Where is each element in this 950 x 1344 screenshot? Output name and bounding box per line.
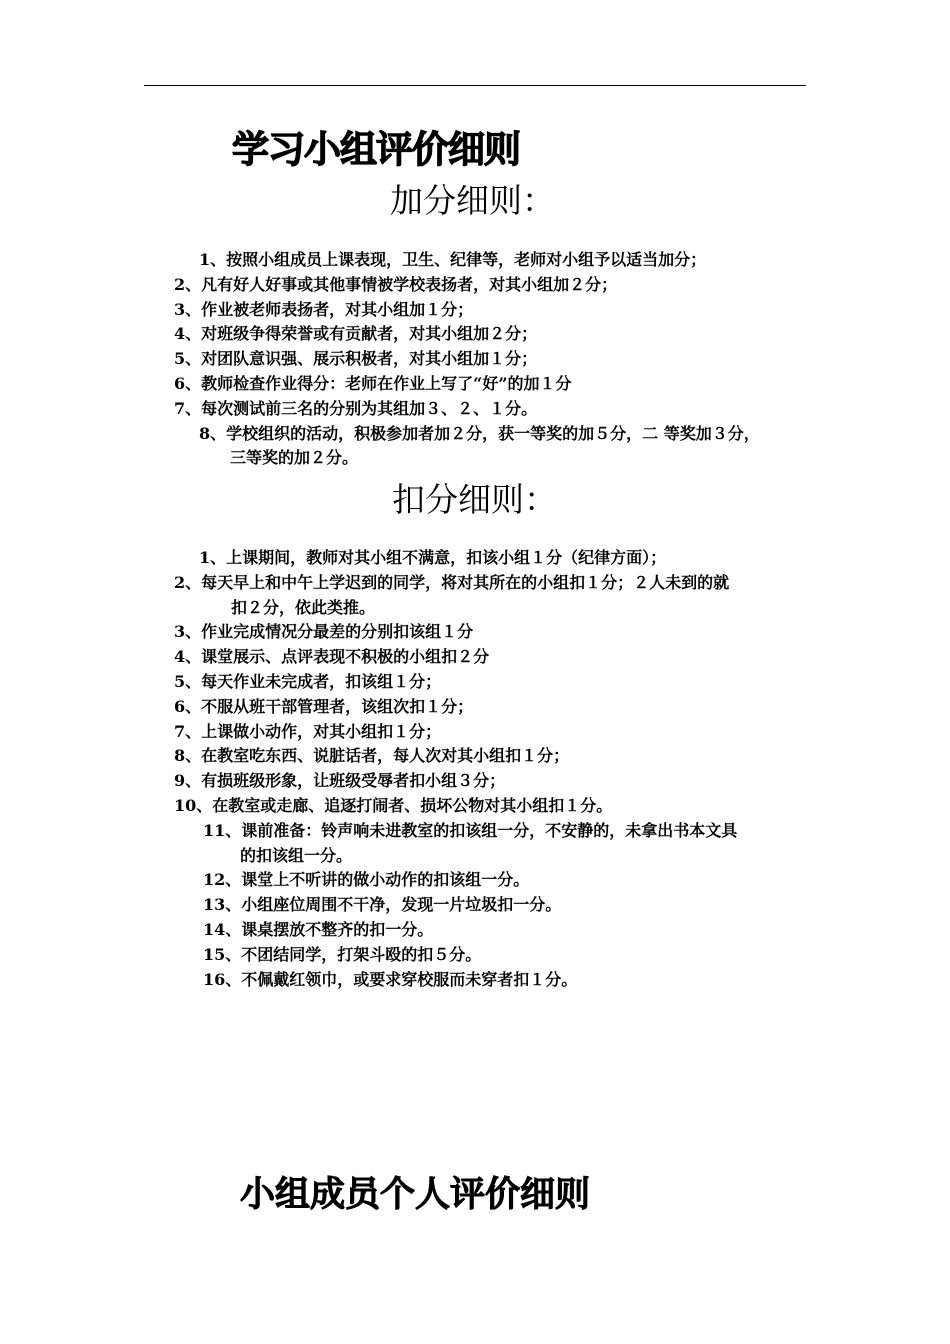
add-rule-8-line: 8、学校组织的活动，积极参加者加２分，获一等奖的加５分，二 等奖加３分， xyxy=(199,423,760,443)
deduct-rule-10: 10、在教室或走廊、追逐打闹者、损坏公物对其小组扣１分。 xyxy=(174,795,613,815)
add-rule-3: 3、作业被老师表扬者，对其小组加１分； xyxy=(174,299,474,319)
deduct-points-list xyxy=(0,546,950,992)
add-rule-7: 7、每次测试前三名的分别为其组加３、２、１分。 xyxy=(174,398,538,418)
deduct-rule-15: 15、不团结同学，打架斗殴的扣５分。 xyxy=(203,944,482,964)
add-rule-1: 1、按照小组成员上课表现，卫生、纪律等，老师对小组予以适当加分； xyxy=(199,250,707,269)
deduct-rule-11 xyxy=(0,819,950,869)
deduct-rule-11-continuation: 的扣该组一分。 xyxy=(240,845,353,865)
document-title: 学习小组评价细则 xyxy=(232,128,520,171)
add-points-list xyxy=(0,248,950,471)
add-rule-4: 4、对班级争得荣誉或有贡献者，对其小组加２分； xyxy=(174,324,538,344)
deduct-rule-2-line: 2、每天早上和中午上学迟到的同学，将对其所在的小组扣１分；２人未到的就 xyxy=(174,572,730,592)
deduct-rule-5: 5、每天作业未完成者，扣该组１分； xyxy=(174,671,442,691)
deduct-points-heading: 扣分细则： xyxy=(392,480,557,519)
deduct-rule-4: 4、课堂展示、点评表现不积极的小组扣２分 xyxy=(174,647,490,667)
deduct-rule-7: 7、上课做小动作，对其小组扣１分； xyxy=(174,721,442,741)
deduct-rule-2 xyxy=(0,571,950,621)
deduct-rule-13: 13、小组座位周围不干净，发现一片垃圾扣一分。 xyxy=(203,895,562,915)
add-rule-5: 5、对团队意识强、展示积极者，对其小组加１分； xyxy=(174,349,538,369)
header-rule xyxy=(144,85,806,86)
add-rule-6: 6、教师检查作业得分：老师在作业上写了“好”的加１分 xyxy=(174,373,572,393)
deduct-rule-6: 6、不服从班干部管理者，该组次扣１分； xyxy=(174,696,474,716)
deduct-rule-1: 1、上课期间，教师对其小组不满意，扣该小组１分（纪律方面）； xyxy=(199,548,667,567)
add-rule-8 xyxy=(0,422,950,472)
deduct-rule-11-line: 11、课前准备：铃声响未进教室的扣该组一分，不安静的，未拿出书本文具 xyxy=(203,820,738,840)
add-rule-2: 2、凡有好人好事或其他事情被学校表扬者，对其小组加２分； xyxy=(174,274,618,294)
deduct-rule-8: 8、在教室吃东西、说脏话者，每人次对其小组扣１分； xyxy=(174,746,570,766)
deduct-rule-2-continuation: 扣２分，依此类推。 xyxy=(231,597,376,617)
deduct-rule-9: 9、有损班级形象，让班级受辱者扣小组３分； xyxy=(174,771,506,791)
deduct-rule-12: 12、课堂上不听讲的做小动作的扣该组一分。 xyxy=(203,870,530,890)
deduct-rule-14: 14、课桌摆放不整齐的扣一分。 xyxy=(203,919,434,939)
add-points-heading: 加分细则： xyxy=(390,181,555,220)
add-rule-8-continuation: 三等奖的加２分。 xyxy=(230,448,359,468)
deduct-rule-16: 16、不佩戴红领巾，或要求穿校服而未穿者扣１分。 xyxy=(203,969,578,989)
member-evaluation-title: 小组成员个人评价细则 xyxy=(240,1175,591,1215)
deduct-rule-3: 3、作业完成情况分最差的分别扣该组１分 xyxy=(174,622,474,642)
